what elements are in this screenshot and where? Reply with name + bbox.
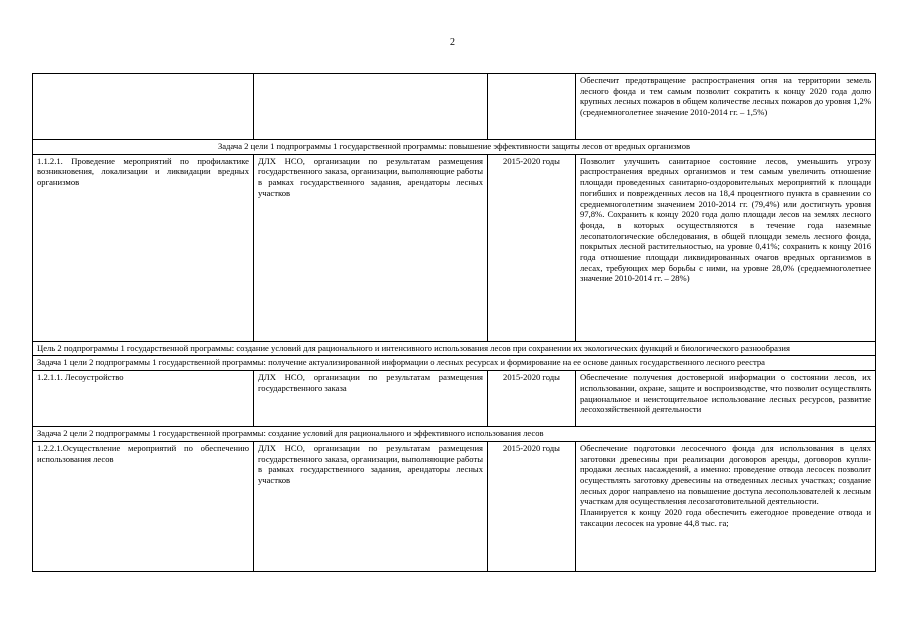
section-header-row — [33, 427, 876, 442]
section-header-row — [33, 356, 876, 371]
result-cell: Обеспечение получения достоверной информации о состоянии лесов, их использовании, охране, защите и воспроизводстве, что позволит осуществлять рациональное и неистощительное использование лесных ресурсов, развитие лесохозяйственной деятельности — [576, 371, 876, 427]
result-cell — [576, 441, 876, 571]
period-cell: 2015-2020 годы — [488, 371, 576, 427]
measure-cell: 1.2.1.1. Лесоустройство — [33, 371, 254, 427]
executors-cell — [254, 74, 488, 140]
table-row — [33, 371, 876, 427]
task-header: Задача 1 цели 2 подпрограммы 1 государственной программы: получение актуализированной информации о лесных ресурсах и формирование на ее основе данных государственного лесного реестра — [33, 356, 876, 371]
period-cell — [488, 74, 576, 140]
table-row — [33, 441, 876, 571]
task-header: Задача 2 цели 2 подпрограммы 1 государственной программы: создание условий для рационального и эффективного использования лесов — [33, 427, 876, 442]
section-header-row — [33, 341, 876, 356]
period-cell: 2015-2020 годы — [488, 441, 576, 571]
executors-cell: ДЛХ НСО, организации по результатам размещения государственного заказа — [254, 371, 488, 427]
result-cell: Позволит улучшить санитарное состояние лесов, уменьшить угрозу распространения вредных организмов и тем самым увеличить отношение площади проведенных санитарно-оздоровительных мероприятий к площади погибших и поврежденных лесов на 18,4 процентного пункта в сравнении со среднемноголетним значением 2010-2014 гг. (79,4%) или достигнуть уровня 97,8%. Сохранить к концу 2020 года долю площади лесов на землях лесного фонда, в которых осуществляются в течение года наземные лесопатологические обследования, в общей площади земель лесного фонда, покрытых лесной растительностью, на уровне 0,41%; сохранить к концу 2016 года отношение площади ликвидированных очагов вредных организмов в лесах, требующих мер борьбы с ними, на уровне 28,0% (среднемноголетнее значение 2010-2014 гг. – 28%) — [576, 154, 876, 341]
table-row — [33, 74, 876, 140]
measure-cell — [33, 74, 254, 140]
page-number: 2 — [450, 37, 455, 48]
result-paragraph: Планируется к концу 2020 года обеспечить ежегодное проведение отвода и таксации лесосек на уровне 44,8 тыс. га; — [580, 507, 871, 528]
table-row — [33, 154, 876, 341]
executors-cell: ДЛХ НСО, организации по результатам размещения государственного заказа, организации, выполняющие работы в рамках государственного задания, арендаторы лесных участков — [254, 441, 488, 571]
measure-cell: 1.2.2.1.Осуществление мероприятий по обеспечению использования лесов — [33, 441, 254, 571]
result-cell: Обеспечит предотвращение распространения огня на территории земель лесного фонда и тем самым позволит сократить к концу 2020 года долю крупных лесных пожаров в общем количестве лесных пожаров до уровня 1,2% (среднемноголетнее значение 2010-2014 гг. – 1,5%) — [576, 74, 876, 140]
goal-header: Цель 2 подпрограммы 1 государственной программы: создание условий для рационального и интенсивного использования лесов при сохранении их экологических функций и биологического разнообразия — [33, 341, 876, 356]
program-measures-table — [32, 73, 876, 572]
section-header-row — [33, 140, 876, 155]
result-paragraph: Обеспечение подготовки лесосечного фонда для использования в целях заготовки древесины при реализации договоров аренды, договоров купли-продажи лесных насаждений, а именно: проведение отвода лесосек позволит осуществлять заготовку древесины на отведенных лесных участках; создание лесных дорог направлено на повышение доступа лесопользователей к лесным участкам для осуществления лесозаготовительной деятельности. — [580, 442, 871, 507]
period-cell: 2015-2020 годы — [488, 154, 576, 341]
executors-cell: ДЛХ НСО, организации по результатам размещения государственного заказа, организации, выполняющие работы в рамках государственного задания, арендаторы лесных участков — [254, 154, 488, 341]
measure-cell: 1.1.2.1. Проведение мероприятий по профилактике возникновения, локализации и ликвидации вредных организмов — [33, 154, 254, 341]
task-header: Задача 2 цели 1 подпрограммы 1 государственной программы: повышение эффективности защиты лесов от вредных организмов — [33, 140, 876, 155]
